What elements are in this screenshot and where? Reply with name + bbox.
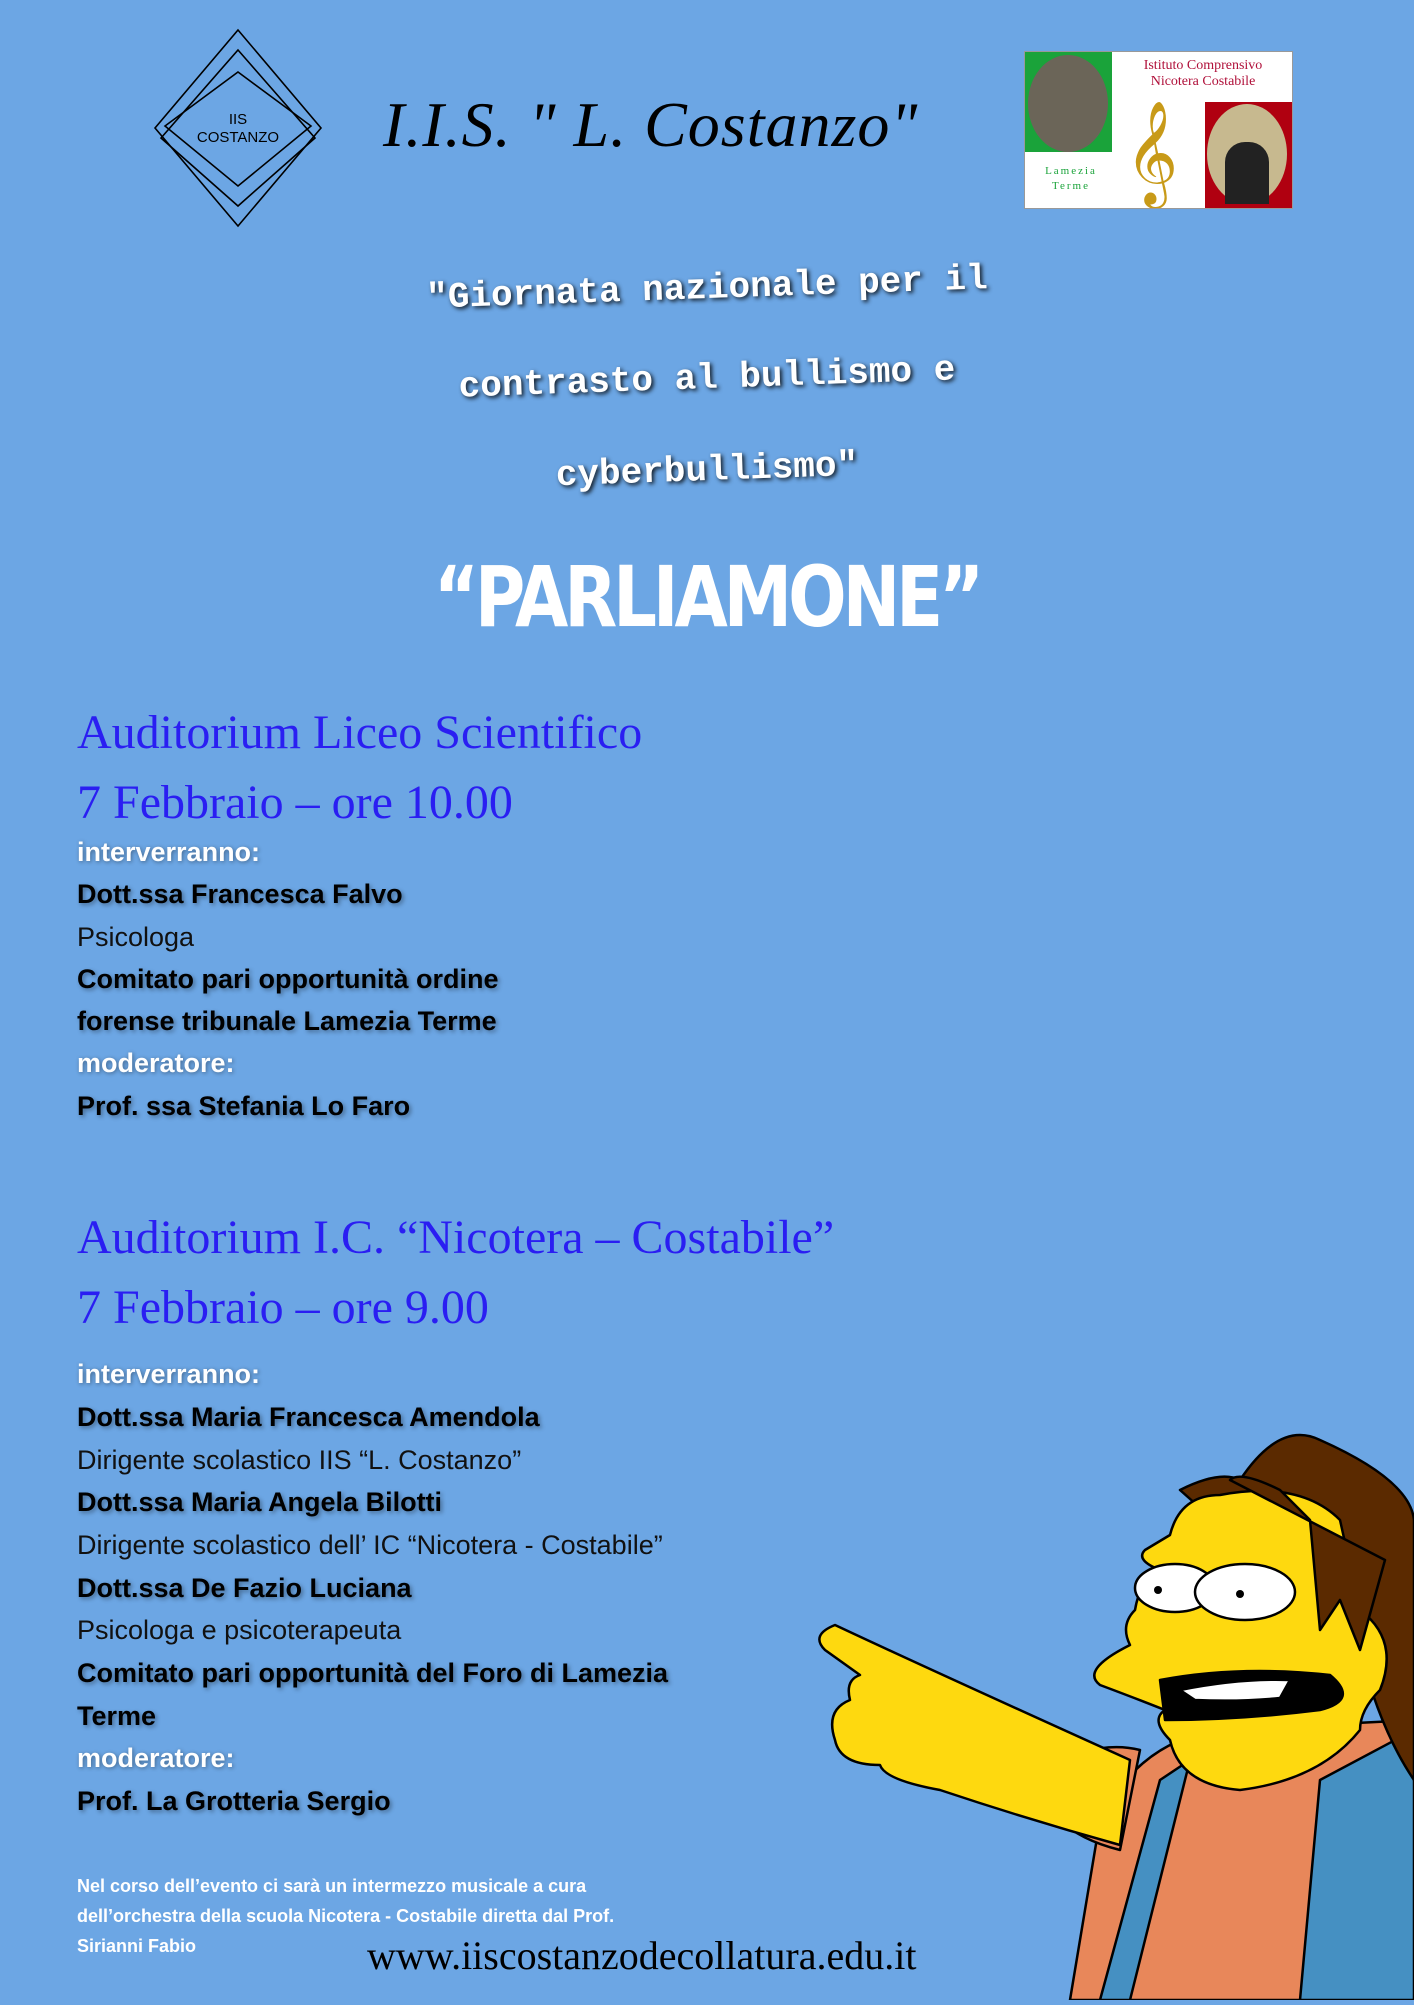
footer-note-line-1: Nel corso dell’evento ci sarà un intermezzo musicale a cura [77, 1876, 587, 1896]
portrait-left [1028, 55, 1108, 152]
subtitle-line-1: "Giornata nazionale per il [425, 258, 989, 319]
section2-speaker-3: Dott.ssa De Fazio Luciana [77, 1573, 412, 1603]
section1-speaker: Dott.ssa Francesca Falvo [77, 879, 403, 909]
pointing-cartoon-character [800, 1400, 1414, 2000]
section1-speaker-org-1: Comitato pari opportunità ordine [77, 964, 499, 994]
section2-speaker-1-role: Dirigente scolastico IIS “L. Costanzo” [77, 1445, 522, 1475]
cartoon-character-icon [800, 1400, 1414, 2000]
footer-note-line-3: Sirianni Fabio [77, 1936, 197, 1956]
partner-logo-city1: Lamezia [1045, 165, 1097, 177]
svg-text:IIS: IIS [228, 111, 248, 128]
iis-costanzo-logo [153, 28, 323, 228]
subtitle-line-2: contrasto al bullismo e [457, 349, 957, 408]
treble-clef-icon: 𝄞 [1125, 100, 1179, 205]
section2-venue: Auditorium I.C. “Nicotera – Costabile” [77, 1211, 835, 1264]
portrait-right-suit [1225, 142, 1269, 204]
section2-speakers-label: interverranno: [77, 1359, 261, 1389]
partner-logo-line2: Nicotera Costabile [1150, 74, 1256, 89]
section2-speaker-2: Dott.ssa Maria Angela Bilotti [77, 1487, 443, 1517]
section1-speaker-role: Psicologa [77, 922, 195, 952]
footer-note-line-2: dell’orchestra della scuola Nicotera - Costabile diretta dal Prof. [77, 1906, 615, 1926]
section2-speaker-3-role: Psicologa e psicoterapeuta [77, 1615, 402, 1645]
section2-speaker-3-org-1: Comitato pari opportunità del Foro di Lamezia [77, 1658, 669, 1688]
subtitle-line-3: cyberbullismo" [555, 444, 859, 497]
partner-logo-city2: Terme [1052, 180, 1090, 192]
partner-logo-line1: Istituto Comprensivo [1143, 58, 1263, 73]
section1-moderator-label: moderatore: [77, 1048, 235, 1078]
event-title: “PARLIAMONE” [433, 548, 981, 646]
section1-datetime: 7 Febbraio – ore 10.00 [77, 776, 513, 829]
section1-speaker-org-2: forense tribunale Lamezia Terme [77, 1006, 497, 1036]
svg-text:COSTANZO: COSTANZO [196, 129, 280, 146]
partner-school-logo [1024, 51, 1293, 209]
website-link[interactable]: www.iiscostanzodecollatura.edu.it [367, 1933, 917, 1978]
section2-speaker-2-role: Dirigente scolastico dell’ IC “Nicotera - Costabile” [77, 1530, 663, 1560]
diamond-logo-icon [153, 28, 323, 228]
section2-datetime: 7 Febbraio – ore 9.00 [77, 1281, 489, 1334]
section2-moderator-label: moderatore: [77, 1743, 235, 1773]
section2-moderator: Prof. La Grotteria Sergio [77, 1786, 391, 1816]
school-title: I.I.S. " L. Costanzo" [383, 89, 919, 160]
section1-speakers-label: interverranno: [77, 837, 261, 867]
section2-speaker-1: Dott.ssa Maria Francesca Amendola [77, 1402, 540, 1432]
section2-speaker-3-org-2: Terme [77, 1701, 157, 1731]
section1-moderator: Prof. ssa Stefania Lo Faro [77, 1091, 411, 1121]
section1-venue: Auditorium Liceo Scientifico [77, 706, 643, 759]
